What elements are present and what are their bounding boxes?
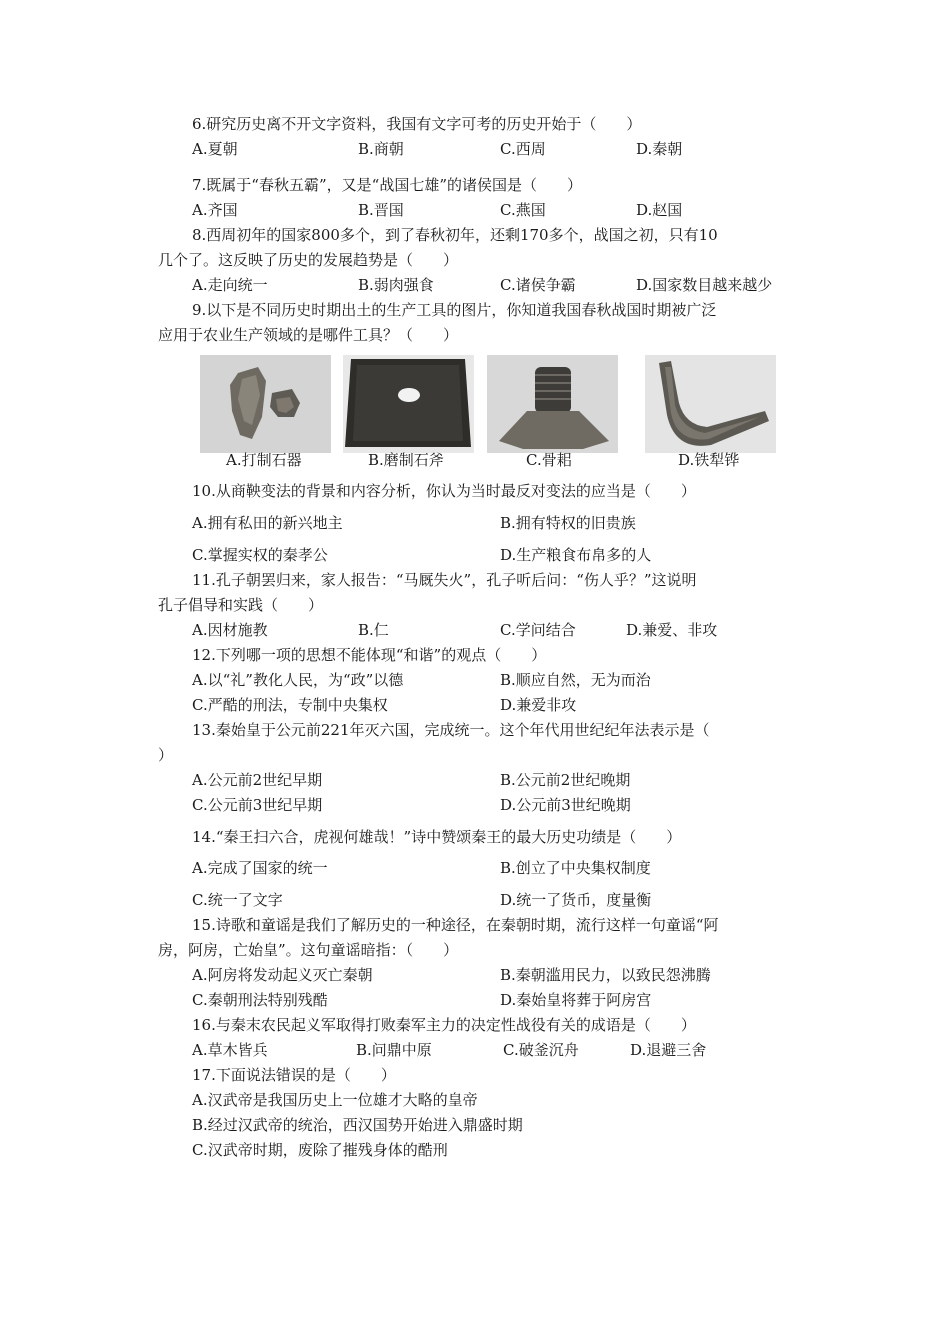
question-11-stem-continued: 孔子倡导和实践（ ） (158, 596, 324, 614)
q6-option-a: A.夏朝 (192, 140, 238, 158)
q7-option-b: B.晋国 (358, 201, 404, 219)
q9-option-d: D.铁犁铧 (678, 451, 740, 469)
q8-option-c: C.诸侯争霸 (500, 276, 576, 294)
q7-option-c: C.燕国 (500, 201, 546, 219)
q11-option-b: B.仁 (358, 621, 389, 639)
question-9-stem: 9.以下是不同历史时期出土的生产工具的图片，你知道我国春秋战国时期被广泛 (192, 301, 717, 319)
q17-option-c: C.汉武帝时期，废除了摧残身体的酷刑 (192, 1141, 448, 1159)
q11-option-c: C.学问结合 (500, 621, 576, 639)
question-13-stem-continued: ） (158, 746, 174, 764)
q11-option-a: A.因材施教 (192, 621, 268, 639)
q12-option-a: A.以“礼”教化人民，为“政”以德 (192, 671, 404, 689)
q7-option-a: A.齐国 (192, 201, 238, 219)
question-14-stem: 14.“秦王扫六合，虎视何雄哉！”诗中赞颂秦王的最大历史功绩是（ ） (192, 828, 682, 846)
q14-option-a: A.完成了国家的统一 (192, 859, 328, 877)
question-6-stem: 6.研究历史离不开文字资料，我国有文字可考的历史开始于（ ） (192, 115, 642, 133)
q14-option-c: C.统一了文字 (192, 891, 283, 909)
q8-option-a: A.走向统一 (192, 276, 268, 294)
q6-option-b: B.商朝 (358, 140, 404, 158)
q12-option-b: B.顺应自然，无为而治 (500, 671, 651, 689)
q17-option-a: A.汉武帝是我国历史上一位雄才大略的皇帝 (192, 1091, 478, 1109)
q13-option-a: A.公元前2世纪早期 (192, 771, 323, 789)
q6-option-c: C.西周 (500, 140, 546, 158)
q13-option-b: B.公元前2世纪晚期 (500, 771, 631, 789)
q12-option-c: C.严酷的刑法，专制中央集权 (192, 696, 388, 714)
q14-option-b: B.创立了中央集权制度 (500, 859, 651, 877)
q15-option-a: A.阿房将发动起义灭亡秦朝 (192, 966, 373, 984)
q15-option-b: B.秦朝滥用民力，以致民怨沸腾 (500, 966, 711, 984)
q6-option-d: D.秦朝 (636, 140, 683, 158)
q9-option-b: B.磨制石斧 (368, 451, 444, 469)
bone-spade-image (487, 355, 618, 453)
q10-option-d: D.生产粮食布帛多的人 (500, 546, 652, 564)
q17-option-b: B.经过汉武帝的统治，西汉国势开始进入鼎盛时期 (192, 1116, 523, 1134)
q14-option-d: D.统一了货币，度量衡 (500, 891, 652, 909)
q9-option-c: C.骨耜 (526, 451, 572, 469)
q15-option-c: C.秦朝刑法特别残酷 (192, 991, 328, 1009)
q16-option-d: D.退避三舍 (630, 1041, 707, 1059)
q11-option-d: D.兼爱、非攻 (626, 621, 718, 639)
q8-option-b: B.弱肉强食 (358, 276, 434, 294)
q12-option-d: D.兼爱非攻 (500, 696, 577, 714)
iron-ploughshare-image (645, 355, 776, 453)
q13-option-d: D.公元前3世纪晚期 (500, 796, 631, 814)
question-13-stem: 13.秦始皇于公元前221年灭六国，完成统一。这个年代用世纪纪年法表示是（ (192, 721, 710, 739)
polished-stone-axe-image (343, 355, 474, 453)
question-11-stem: 11.孔子朝罢归来，家人报告：“马厩失火”，孔子听后问：“伤人乎？”这说明 (192, 571, 697, 589)
q15-option-d: D.秦始皇将葬于阿房宫 (500, 991, 652, 1009)
q16-option-c: C.破釜沉舟 (503, 1041, 579, 1059)
question-12-stem: 12.下列哪一项的思想不能体现“和谐”的观点（ ） (192, 646, 547, 664)
q16-option-b: B.问鼎中原 (356, 1041, 432, 1059)
question-10-stem: 10.从商鞅变法的背景和内容分析，你认为当时最反对变法的应当是（ ） (192, 482, 696, 500)
question-7-stem: 7.既属于“春秋五霸”，又是“战国七雄”的诸侯国是（ ） (192, 176, 582, 194)
q10-option-c: C.掌握实权的秦孝公 (192, 546, 328, 564)
question-17-stem: 17.下面说法错误的是（ ） (192, 1066, 396, 1084)
question-15-stem-continued: 房，阿房，亡始皇”。这句童谣暗指：（ ） (158, 941, 459, 959)
q13-option-c: C.公元前3世纪早期 (192, 796, 323, 814)
q9-option-a: A.打制石器 (226, 451, 302, 469)
chipped-stone-tools-image (200, 355, 331, 453)
q10-option-a: A.拥有私田的新兴地主 (192, 514, 343, 532)
question-16-stem: 16.与秦末农民起义军取得打败秦军主力的决定性战役有关的成语是（ ） (192, 1016, 696, 1034)
q7-option-d: D.赵国 (636, 201, 683, 219)
question-8-stem-continued: 几个了。这反映了历史的发展趋势是（ ） (158, 251, 459, 269)
question-15-stem: 15.诗歌和童谣是我们了解历史的一种途径，在秦朝时期，流行这样一句童谣“阿 (192, 916, 719, 934)
q8-option-d: D.国家数目越来越少 (636, 276, 773, 294)
q16-option-a: A.草木皆兵 (192, 1041, 268, 1059)
question-8-stem: 8.西周初年的国家800多个，到了春秋初年，还剩170多个，战国之初，只有10 (192, 226, 718, 244)
q10-option-b: B.拥有特权的旧贵族 (500, 514, 636, 532)
question-9-stem-continued: 应用于农业生产领域的是哪件工具？（ ） (158, 326, 459, 344)
